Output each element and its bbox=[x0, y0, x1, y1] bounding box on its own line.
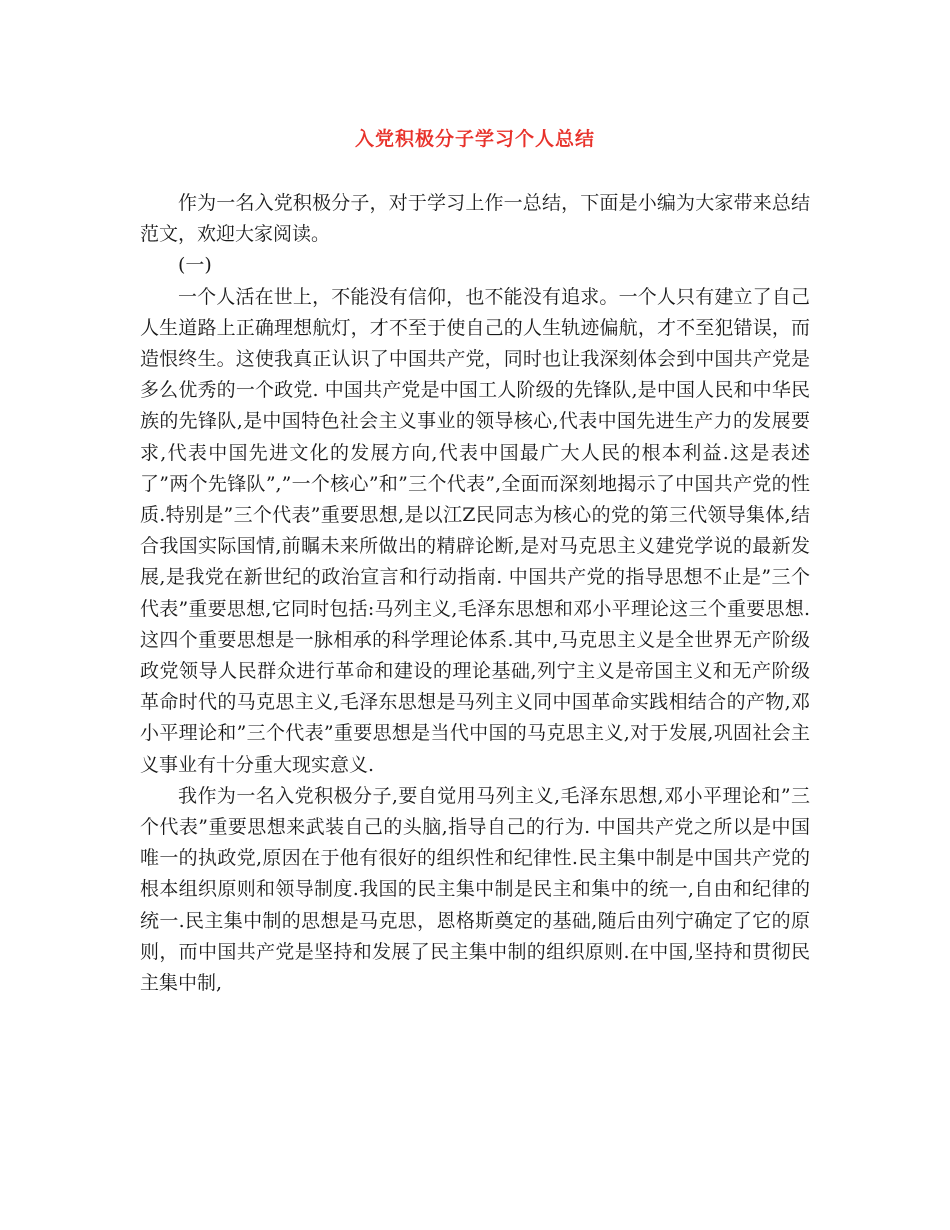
body-paragraph-2: 我作为一名入党积极分子,要自觉用马列主义,毛泽东思想,邓小平理论和”三个代表”重要思想来武装自己的头脑,指导自己的行为. 中国共产党之所以是中国唯一的执政党,原因在于他有很好的组织性和纪律性.民主集中制是中国共产党的根本组织原则和领导制度.我国的民主集中制是民主和集中的统一,自由和纪律的统一.民主集中制的思想是马克思，恩格斯奠定的基础,随后由列宁确定了它的原则，而中国共产党是坚持和发展了民主集中制的组织原则.在中国,坚持和贯彻民主集中制, bbox=[140, 784, 810, 995]
document-body bbox=[140, 188, 810, 999]
document-title: 入党积极分子学习个人总结 bbox=[354, 128, 595, 150]
section-marker: (一) bbox=[178, 254, 212, 277]
body-paragraph-1: 一个人活在世上，不能没有信仰，也不能没有追求。一个人只有建立了自己人生道路上正确理想航灯，才不至于使自己的人生轨迹偏航，才不至犯错误，而造恨终生。这使我真正认识了中国共产党，同时也让我深刻体会到中国共产党是多么优秀的一个政党. 中国共产党是中国工人阶级的先锋队,是中国人民和中华民族的先锋队,是中国特色社会主义事业的领导核心,代表中国先进生产力的发展要求,代表中国先进文化的发展方向,代表中国最广大人民的根本利益.这是表述了”两个先锋队”,”一个核心”和”三个代表”,全面而深刻地揭示了中国共产党的性质.特别是”三个代表”重要思想,是以江Z民同志为核心的党的第三代领导集体,结合我国实际国情,前瞩未来所做出的精辟论断,是对马克思主义建党学说的最新发展,是我党在新世纪的政治宣言和行动指南. 中国共产党的指导思想不止是”三个代表”重要思想,它同时包括:马列主义,毛泽东思想和邓小平理论这三个重要思想.这四个重要思想是一脉相承的科学理论体系.其中,马克思主义是全世界无产阶级政党领导人民群众进行革命和建设的理论基础,列宁主义是帝国主义和无产阶级革命时代的马克思主义,毛泽东思想是马列主义同中国革命实践相结合的产物,邓小平理论和”三个代表”重要思想是当代中国的马克思主义,对于发展,巩固社会主义事业有十分重大现实意义. bbox=[140, 285, 810, 776]
intro-paragraph: 作为一名入党积极分子，对于学习上作一总结，下面是小编为大家带来总结范文，欢迎大家阅读。 bbox=[140, 192, 810, 246]
